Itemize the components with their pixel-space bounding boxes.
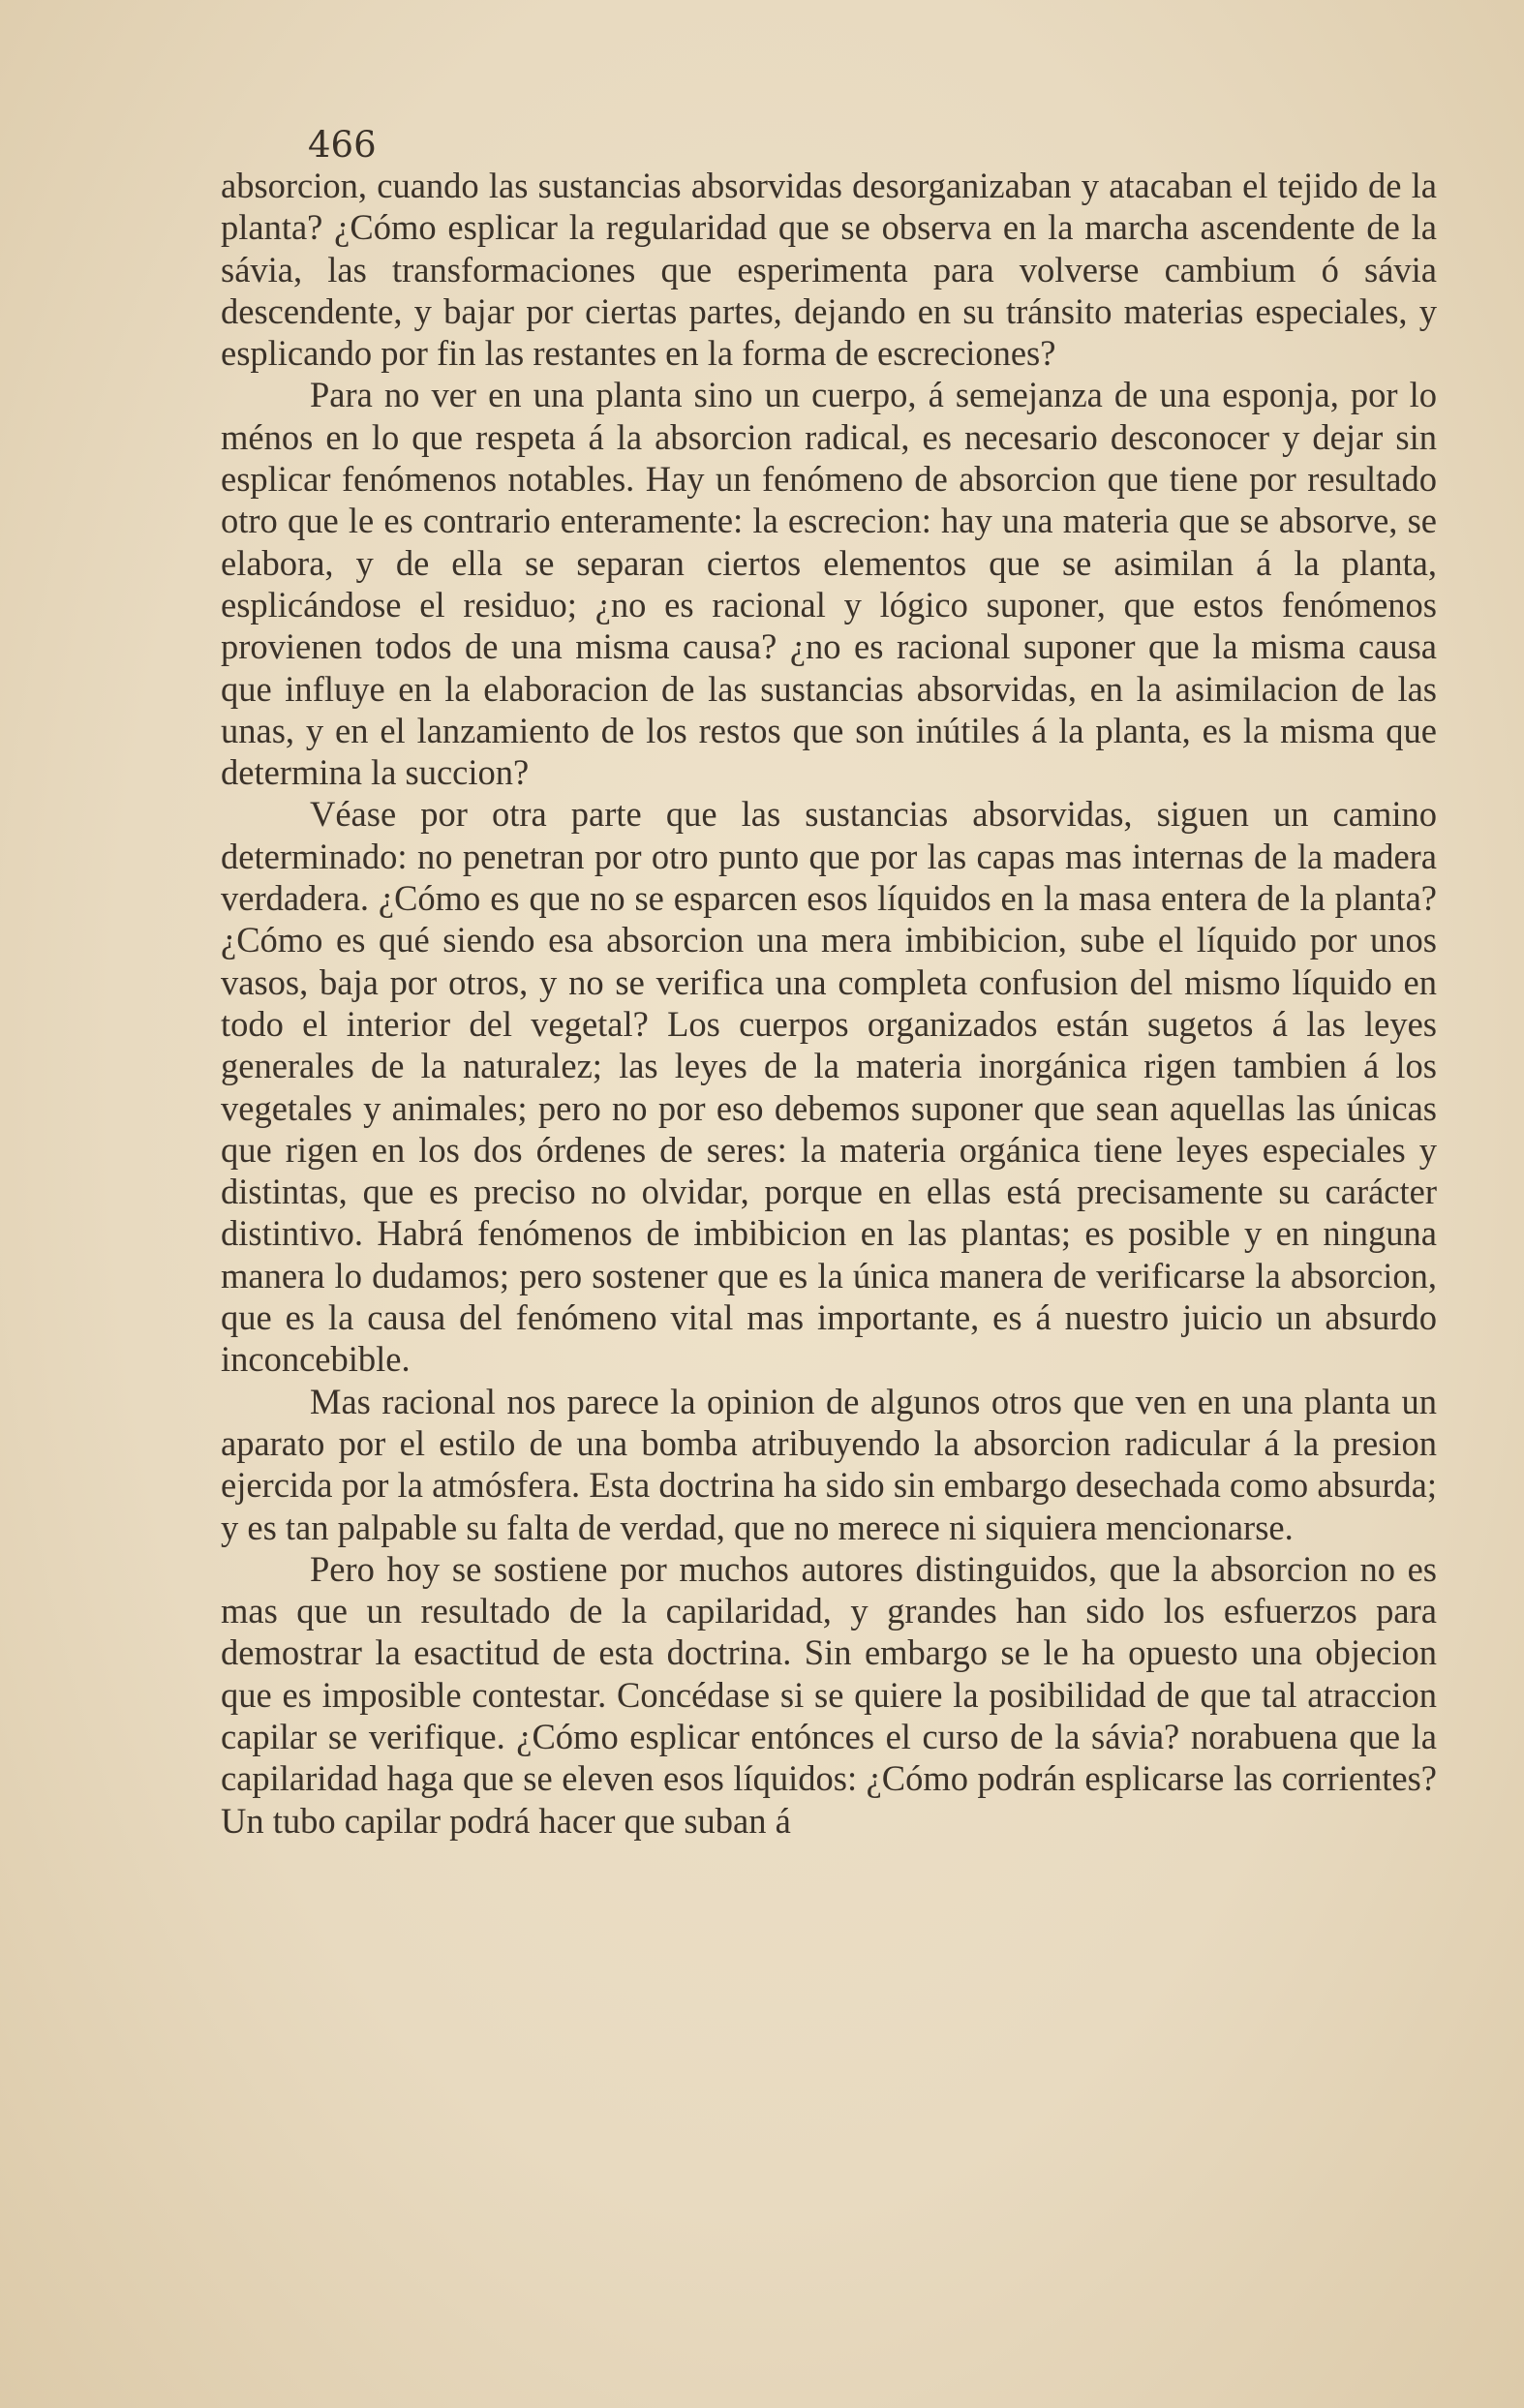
body-text xyxy=(221,165,1437,1842)
paragraph-1: absorcion, cuando las sustancias absorvidas desorganizaban y atacaban el tejido de la planta? ¿Cómo esplicar la regularidad que se observa en la marcha ascendente de la sávia, las transformaciones que esperimenta para volverse cambium ó sávia descendente, y bajar por ciertas partes, dejando en su tránsito materias especiales, y esplicando por fin las restantes en la forma de escreciones? xyxy=(221,166,1437,374)
paragraph-4: Mas racional nos parece la opinion de algunos otros que ven en una planta un aparato por el estilo de una bomba atribuyendo la absorcion radicular á la presion ejercida por la atmósfera. Esta doctrina ha sido sin embargo desechada como absurda; y es tan palpable su falta de verdad, que no merece ni siquiera mencionarse. xyxy=(221,1381,1437,1547)
paragraph-5: Pero hoy se sostiene por muchos autores distinguidos, que la absorcion no es mas que un resultado de la capilaridad, y grandes han sido los esfuerzos para demostrar la esactitud de esta doctrina. Sin embargo se le ha opuesto una objecion que es imposible contestar. Concédase si se quiere la posibilidad de que tal atraccion capilar se verifique. ¿Cómo esplicar entónces el curso de la sávia? norabuena que la capilaridad haga que se eleven esos líquidos: ¿Cómo podrán esplicarse las corrientes? Un tubo capilar podrá hacer que suban á xyxy=(221,1548,1437,1841)
page-number: 466 xyxy=(308,124,377,166)
paragraph-3: Véase por otra parte que las sustancias absorvidas, siguen un camino determinado: no penetran por otro punto que por las capas mas internas de la madera verdadera. ¿Cómo es que no se esparcen esos líquidos en la masa entera de la planta? ¿Cómo es qué siendo esa absorcion una mera imbibicion, sube el líquido por unos vasos, baja por otros, y no se verifica una completa confusion del mismo líquido en todo el interior del vegetal? Los cuerpos organizados están sugetos á las leyes generales de la naturalez; las leyes de la materia inorgánica rigen tambien á los vegetales y animales; pero no por eso debemos suponer que sean aquellas las únicas que rigen en los dos órdenes de seres: la materia orgánica tiene leyes especiales y distintas, que es preciso no olvidar, porque en ellas está precisamente su carácter distintivo. Habrá fenómenos de imbibicion en las plantas; es posible y en ninguna manera lo dudamos; pero sostener que es la única manera de verificarse la absorcion, que es la causa del fenómeno vital mas importante, es á nuestro juicio un absurdo inconcebible. xyxy=(221,794,1437,1380)
paragraph-2: Para no ver en una planta sino un cuerpo, á semejanza de una esponja, por lo ménos en lo que respeta á la absorcion radical, es necesario desconocer y dejar sin esplicar fenómenos notables. Hay un fenómeno de absorcion que tiene por resultado otro que le es contrario enteramente: la escrecion: hay una materia que se absorve, se elabora, y de ella se separan ciertos elementos que se asimilan á la planta, esplicándose el residuo; ¿no es racional y lógico suponer, que estos fenómenos provienen todos de una misma causa? ¿no es racional suponer que la misma causa que influye en la elaboracion de las sustancias absorvidas, en la asimilacion de las unas, y en el lanzamiento de los restos que son inútiles á la planta, es la misma que determina la succion? xyxy=(221,375,1437,793)
